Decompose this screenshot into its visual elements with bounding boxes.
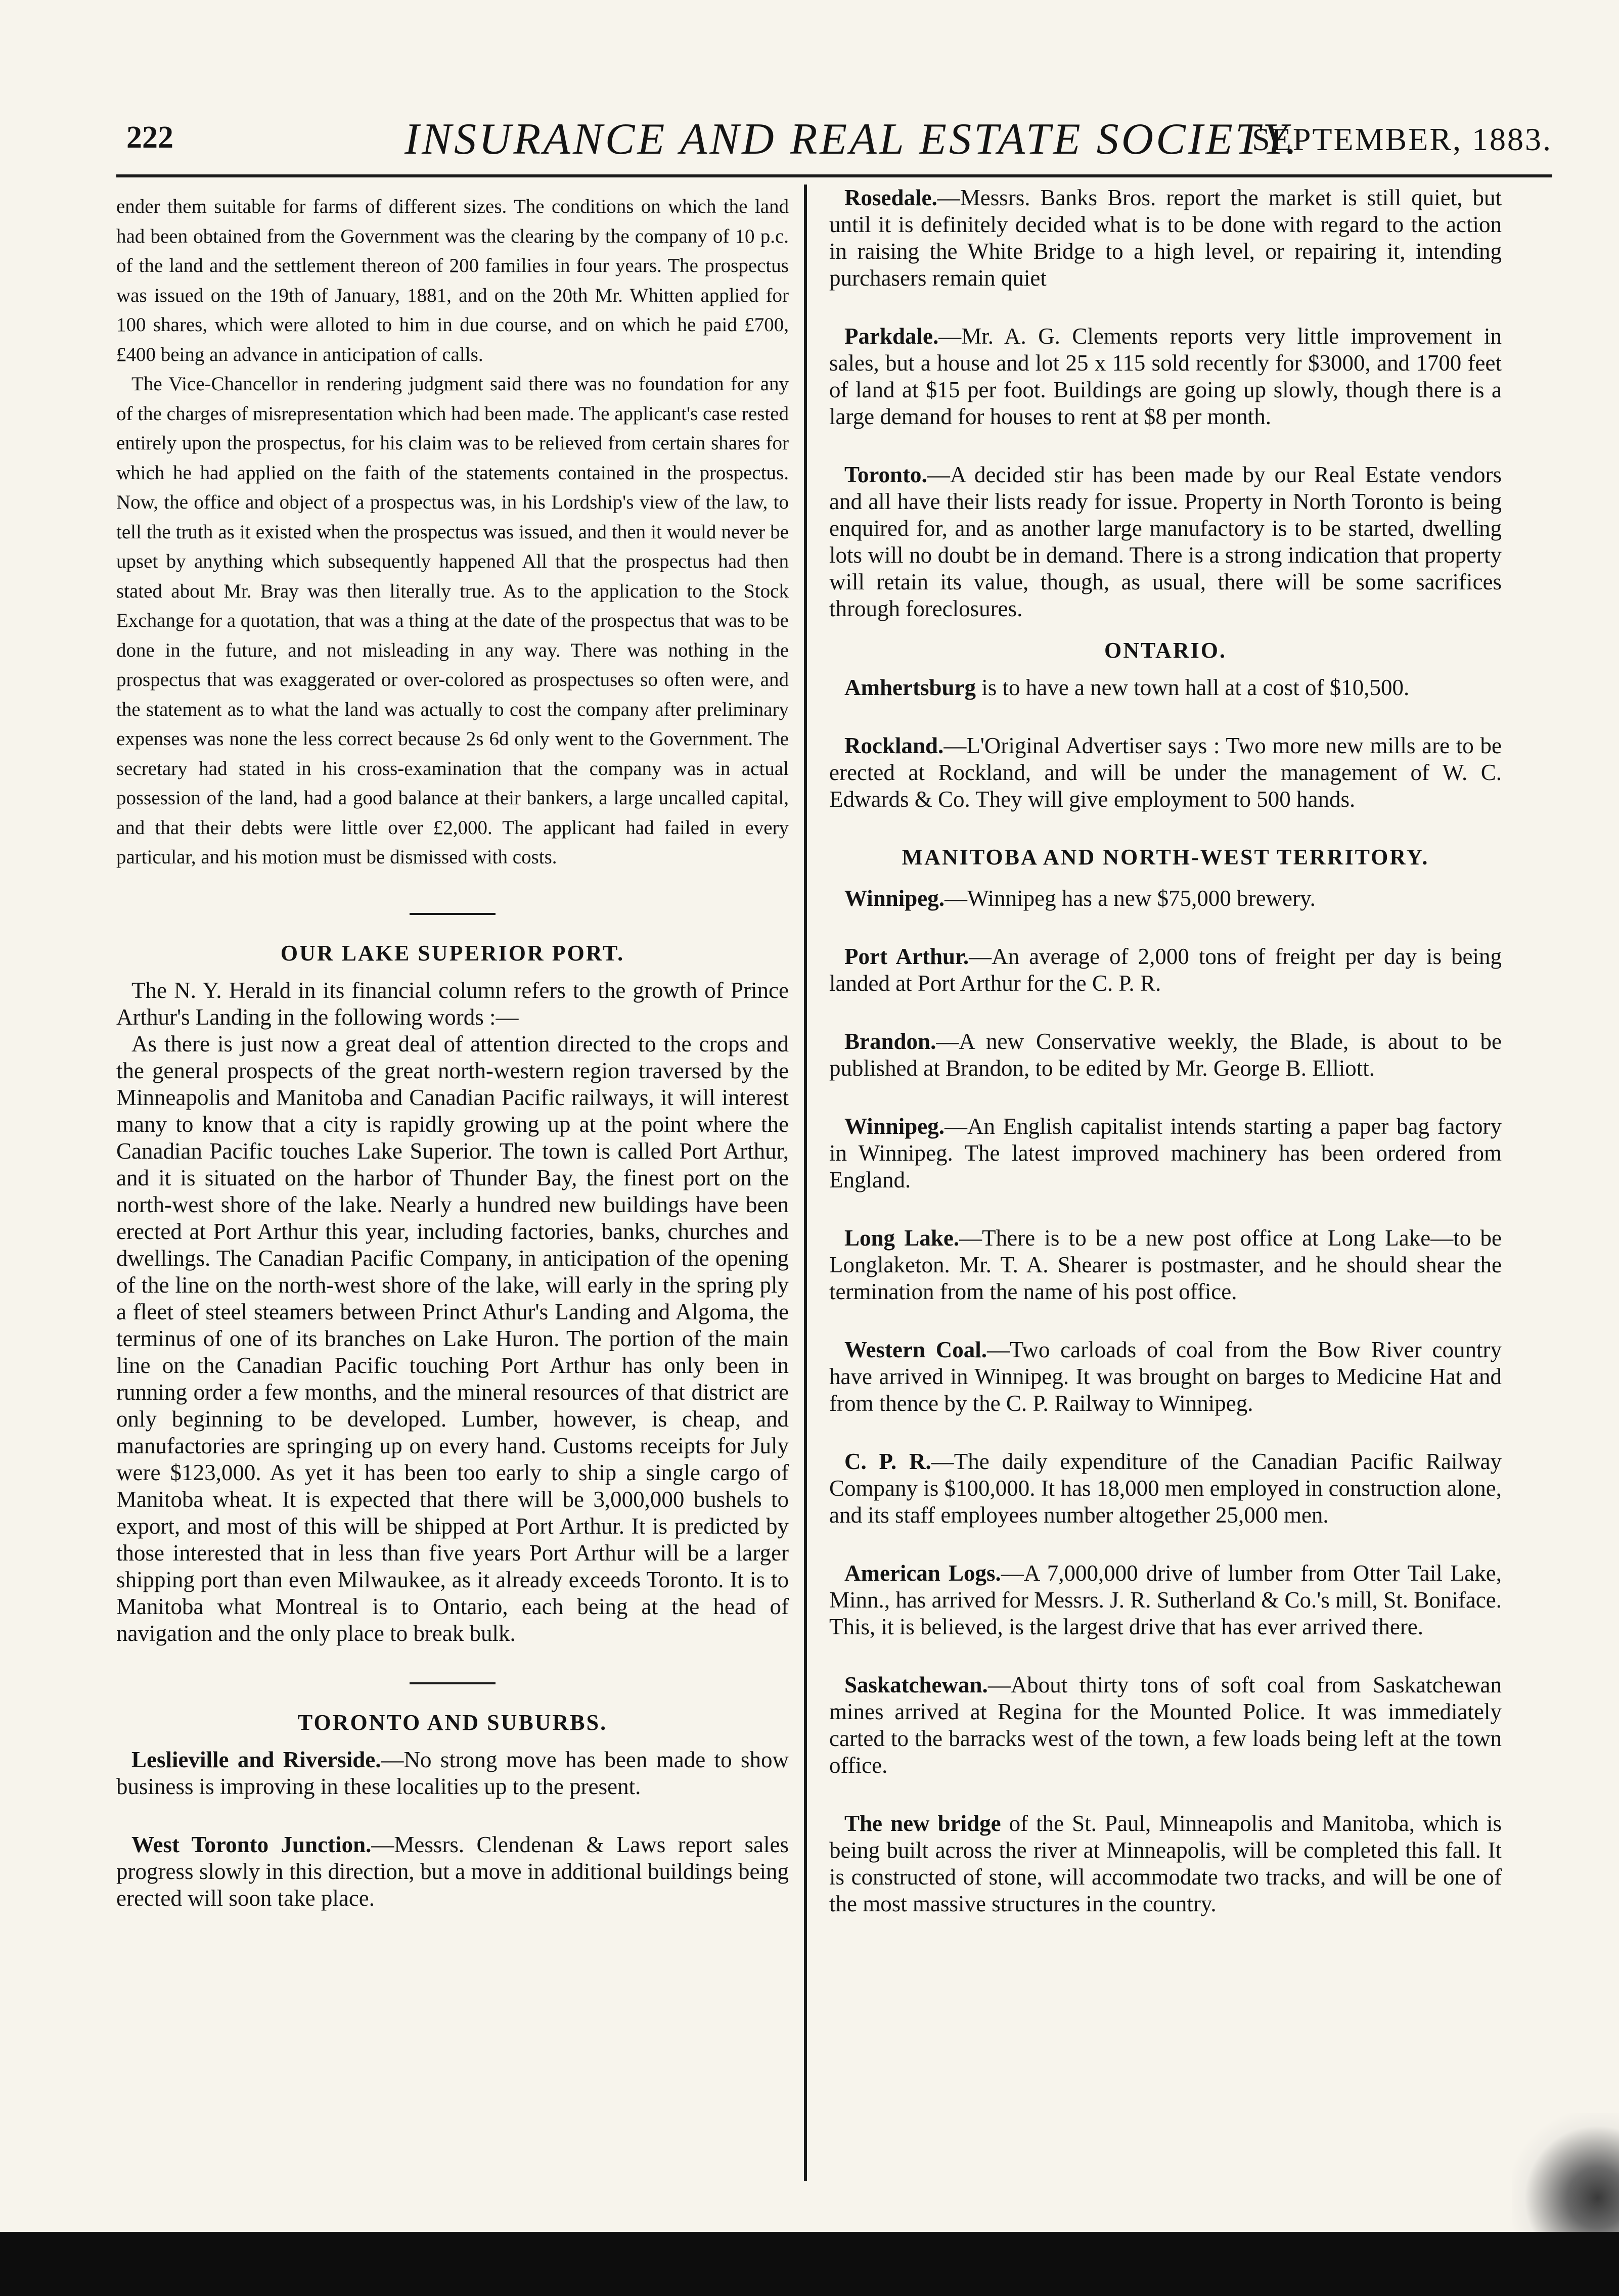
item-text: —The daily expenditure of the Canadian Pacific Railway Company is $100,000. It has 18,000 men employed in construction alone, and its staff employees number altogether 25,000 men. xyxy=(829,1449,1502,1528)
item-lead: Toronto. xyxy=(844,462,927,487)
item-lead: Parkdale. xyxy=(844,324,939,349)
news-item xyxy=(829,462,1502,622)
item-lead: Saskatchewan. xyxy=(844,1672,988,1697)
item-text: —A new Conservative weekly, the Blade, is about to be published at Brandon, to be edited by Mr. George B. Elliott. xyxy=(829,1029,1502,1081)
news-item xyxy=(829,1337,1502,1417)
scan-bottom-edge xyxy=(0,2232,1619,2296)
news-item xyxy=(829,943,1502,997)
news-item xyxy=(829,674,1502,701)
item-text: —Mr. A. G. Clements reports very little improvement in sales, but a house and lot 25 x 115 sold recently for $3000, and 1700 feet of land at $15 per foot. Buildings are going up slowly, though there is a large demand for houses to rent at $8 per month. xyxy=(829,324,1502,429)
news-item xyxy=(829,323,1502,430)
section-heading: ONTARIO. xyxy=(1104,638,1227,663)
item-text: —Messrs. Banks Bros. report the market is still quiet, but until it is definitely decided what is to be done with regard to the action in raising the White Bridge to a high level, or repairing it, intending purchasers remain quiet xyxy=(829,185,1502,291)
item-lead: Rosedale. xyxy=(844,185,937,210)
news-item xyxy=(116,1747,789,1800)
item-lead: Rockland. xyxy=(844,733,944,758)
item-text: —An average of 2,000 tons of freight per day is being landed at Port Arthur for the C. P. R. xyxy=(829,944,1502,996)
item-text: —No strong move has been made to show business is improving in these localities up to the present. xyxy=(116,1747,789,1799)
item-lead: C. P. R. xyxy=(844,1449,931,1474)
section-heading: TORONTO AND SUBURBS. xyxy=(297,1710,608,1735)
section-heading: MANITOBA AND NORTH-WEST TERRITORY. xyxy=(902,845,1429,869)
section-heading: OUR LAKE SUPERIOR PORT. xyxy=(280,940,625,966)
publication-title: INSURANCE AND REAL ESTATE SOCIETY. xyxy=(404,115,1299,164)
item-text: —L'Original Advertiser says : Two more new mills are to be erected at Rockland, and will be under the management of W. C. Edwards & Co. They will give employment to 500 hands. xyxy=(829,733,1502,812)
item-lead: The new bridge xyxy=(844,1811,1001,1836)
news-item xyxy=(829,885,1502,912)
right-column xyxy=(829,185,1502,1949)
column-divider xyxy=(804,185,807,2181)
toronto-suburbs-section xyxy=(116,1710,789,1912)
news-item xyxy=(829,1810,1502,1917)
item-text: —About thirty tons of soft coal from Saskatchewan mines arrived at Regina for the Mounted Police. It was immediately carted to the barracks west of the town, a few loads being left at the town office. xyxy=(829,1672,1502,1778)
news-item xyxy=(829,1672,1502,1779)
issue-date: SEPTEMBER, 1883. xyxy=(1252,121,1552,157)
news-item xyxy=(829,185,1502,292)
item-text: is to have a new town hall at a cost of $10,500. xyxy=(975,675,1410,700)
running-header xyxy=(116,114,1552,169)
item-text: —An English capitalist intends starting a paper bag factory in Winnipeg. The latest improved machinery has been ordered from England. xyxy=(829,1114,1502,1192)
item-lead: Amhertsburg xyxy=(844,675,976,700)
report-paragraph: The Vice-Chancellor in rendering judgment said there was no foundation for any of the charges of misrepresentation which had been made. The applicant's case rested entirely upon the prospectus, for his claim was to be relieved from certain shares for which he had applied on the faith of the statements contained in the prospectus. Now, the office and object of a prospectus was, in his Lordship's view of the law, to tell the truth as it existed when the prospectus was issued, and then it would never be upset by anything which subsequently happened All that the prospectus had then stated about Mr. Bray was then literally true. As to the application to the Stock Exchange for a quotation, that was a thing at the date of the prospectus that was to be done in the future, and not misleading in any way. There was nothing in the prospectus that was exaggerated or over-colored as prospectuses so often were, and the statement as to what the land was actually to cost the company after preliminary expenses was none the less correct because 2s 6d only went to the Government. The secretary had stated in his cross-examination that the company was in actual possession of the land, had a good balance at their bankers, a large uncalled capital, and that their debts were little over £2,000. The applicant had failed in every particular, and his motion must be dismissed with costs. xyxy=(116,373,789,868)
news-item xyxy=(829,1225,1502,1305)
news-item xyxy=(829,1448,1502,1529)
item-lead: Port Arthur. xyxy=(844,944,969,969)
article-quote: As there is just now a great deal of attention directed to the crops and the general prospects of the great north-western region traversed by the Minneapolis and Manitoba and Canadian Pacific railways, it will interest many to know that a city is rapidly growing up at the point where the Canadian Pacific touches Lake Superior. The town is called Port Arthur, and it is situated on the harbor of Thunder Bay, the finest port on the north-west shore of the lake. Nearly a hundred new buildings have been erected at Port Arthur this year, including factories, banks, churches and dwellings. The Canadian Pacific Company, in anticipation of the opening of the line on the north-west shore of the lake, will early in the spring ply a fleet of steel steamers between Princt Athur's Landing and Algoma, the terminus of one of its branches on Lake Huron. The portion of the main line on the Canadian Pacific touching Port Arthur has only been in running order a few months, and the mineral resources of that district are only beginning to be developed. Lumber, however, is cheap, and manufactories are springing up on every hand. Customs receipts for July were $123,000. As yet it has been too early to ship a single cargo of Manitoba wheat. It is expected that there will be 3,000,000 bushels to export, and most of this will be shipped at Port Arthur. It is predicted by those interested that in less than five years Port Arthur will be a larger shipping port than even Milwaukee, as it already exceeds Toronto. It is to Manitoba what Montreal is to Ontario, each being at the head of navigation and the only place to break bulk. xyxy=(116,1031,789,1646)
item-text: —A decided stir has been made by our Real Estate vendors and all have their lists ready for issue. Property in North Toronto is being enquired for, and as another large manufactory is to be started, dwelling lots will no doubt be in demand. There is a strong indication that property will retain its value, though, as usual, there will be some sacrifices through foreclosures. xyxy=(829,462,1502,621)
item-lead: West Toronto Junction. xyxy=(131,1831,372,1857)
section-divider xyxy=(410,913,496,915)
item-lead: Long Lake. xyxy=(844,1225,960,1251)
news-item xyxy=(829,732,1502,813)
item-text: of the St. Paul, Minneapolis and Manitoba, which is being built across the river at Minneapolis, will be completed this fall. It is constructed of stone, will accommodate two tracks, and will be one of the most massive structures in the country. xyxy=(829,1811,1502,1916)
item-lead: Brandon. xyxy=(844,1029,936,1054)
news-item xyxy=(829,1113,1502,1193)
court-report xyxy=(116,192,789,873)
item-text: —Two carloads of coal from the Bow River country have arrived in Winnipeg. It was brought on barges to Medicine Hat and from thence by the C. P. Railway to Winnipeg. xyxy=(829,1337,1502,1416)
report-paragraph: ender them suitable for farms of different sizes. The conditions on which the land had been obtained from the Government was the clearing by the company of 10 p.c. of the land and the settlement thereon of 200 families in four years. The prospectus was issued on the 19th of January, 1881, and on the 20th Mr. Whitten applied for 100 shares, which were alloted to him in due course, and on which he paid £700, £400 being an advance in anticipation of calls. xyxy=(116,196,789,365)
item-text: —There is to be a new post office at Long Lake—to be Longlaketon. Mr. T. A. Shearer is postmaster, and he should shear the termination from the name of his post office. xyxy=(829,1225,1502,1304)
page-number: 222 xyxy=(126,120,173,155)
item-lead: Winnipeg. xyxy=(844,886,945,911)
article-intro: The N. Y. Herald in its financial column refers to the growth of Prince Arthur's Landing in the following words :— xyxy=(116,977,789,1030)
item-text: —Winnipeg has a new $75,000 brewery. xyxy=(945,886,1316,911)
news-item xyxy=(829,1028,1502,1082)
header-rule xyxy=(116,174,1552,177)
news-item xyxy=(116,1831,789,1912)
item-lead: American Logs. xyxy=(844,1560,1001,1586)
item-lead: Winnipeg. xyxy=(844,1114,945,1139)
page-corner-stain xyxy=(1512,2113,1619,2234)
lake-superior-article xyxy=(116,940,789,1647)
item-text: —A 7,000,000 drive of lumber from Otter Tail Lake, Minn., has arrived for Messrs. J. R. Sutherland & Co.'s mill, St. Boniface. This, it is believed, is the largest drive that has ever arrived there. xyxy=(829,1560,1502,1639)
news-item xyxy=(829,1560,1502,1640)
item-lead: Leslieville and Riverside. xyxy=(131,1747,381,1772)
left-column xyxy=(116,192,789,1943)
section-divider xyxy=(410,1682,496,1684)
item-text: —Messrs. Clendenan & Laws report sales progress slowly in this direction, but a move in additional buildings being erected will soon take place. xyxy=(116,1831,789,1911)
item-lead: Western Coal. xyxy=(844,1337,987,1362)
